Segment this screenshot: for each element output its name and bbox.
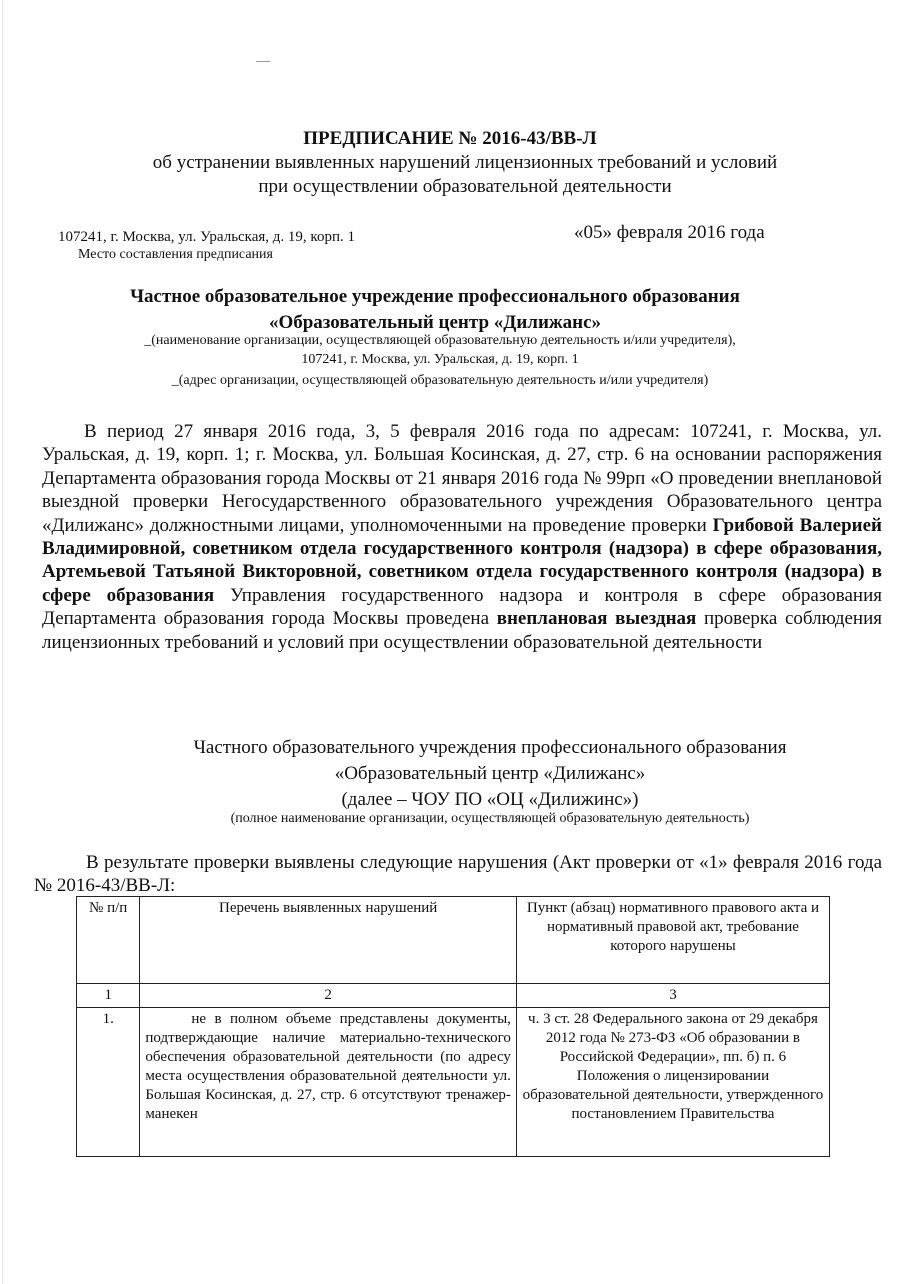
- org-full-line2: «Образовательный центр «Дилижанс»: [334, 763, 646, 784]
- document-subtitle-line1: об устранении выявленных нарушений лицензионных требований и условий: [152, 152, 778, 173]
- org-address-note: _(адрес организации, осуществляющей образовательную деятельность и/или учредителя): [171, 373, 709, 388]
- table-header-row: [77, 897, 830, 984]
- col-number-1: 1: [77, 984, 140, 1008]
- para-text-2: Управления государственного надзора и контроля в сфере образования Департамента образования города Москвы проведена: [42, 584, 882, 630]
- row-num: 1.: [77, 1008, 140, 1157]
- result-paragraph: В результате проверки выявлены следующие нарушения (Акт проверки от «1» февраля 2016 года № 2016-43/ВВ-Л:: [34, 852, 882, 896]
- row-violation: не в полном объеме представлены документы, подтверждающие наличие материально-технического обеспечения образовательной деятельности (по адресу места осуществления образовательной деятельности ул. Большая Косинская, д. 27, стр. 6 отсутствуют тренажер-манекен: [140, 1008, 517, 1157]
- row-reference: ч. 3 ст. 28 Федерального закона от 29 декабря 2012 года № 273-ФЗ «Об образовании в Российской Федерации», пп. б) п. 6 Положения о лицензировании образовательной деятельности, утвержденного постановлением Правительства: [516, 1008, 829, 1157]
- para-inspectors: Грибовой Валерией Владимировной, советником отдела государственного контроля (надзора) в сфере образования, Артемьевой Татьяной Викторовной, советником отдела государственного контроля (надзора) в сфере образования: [42, 514, 883, 606]
- org-name-note: _(наименование организации, осуществляющей образовательную деятельность и/или учредителя),: [144, 333, 736, 348]
- document-date: «05» февраля 2016 года: [574, 222, 765, 243]
- header-num: № п/п: [77, 897, 140, 984]
- org-full-line3: (далее – ЧОУ ПО «ОЦ «Дилижинс»): [341, 789, 639, 810]
- org-address: 107241, г. Москва, ул. Уральская, д. 19, корп. 1: [301, 352, 579, 367]
- col-number-2: 2: [140, 984, 517, 1008]
- document-subtitle-line2: при осуществлении образовательной деятельности: [258, 176, 672, 197]
- table-column-numbers-row: [77, 984, 830, 1008]
- org-full-note: (полное наименование организации, осуществляющей образовательную деятельность): [230, 811, 750, 826]
- table-row: [77, 1008, 830, 1157]
- para-text-3: проверка соблюдения лицензионных требований и условий при осуществлении образовательной деятельности: [42, 608, 882, 653]
- para-text-1: В период 27 января 2016 года, 3, 5 февраля 2016 года по адресам: 107241, г. Москва, ул. Уральская, д. 19, корп. 1; г. Москва, ул. Большая Косинская, д. 27, стр. 6 на основании распоряжения Департамента образования города Москвы от 21 января 2016 года № 99рп «О проведении внеплановой выездной проверки Негосударственного образовательного учреждения Образовательного центра «Дилижанс» должностными лицами, уполномоченными на проведение проверки: [42, 421, 882, 536]
- place-label: Место составления предписания: [78, 247, 273, 262]
- scan-mark: [256, 61, 270, 62]
- header-reference: Пункт (абзац) нормативного правового акта и нормативный правовой акт, требование которого нарушены: [516, 897, 829, 984]
- inspection-paragraph: [42, 420, 882, 654]
- org-name-line2: «Образовательный центр «Дилижанс»: [268, 312, 602, 333]
- place-address: 107241, г. Москва, ул. Уральская, д. 19, корп. 1: [58, 229, 355, 245]
- para-inspection-type: внеплановая выездная: [496, 608, 697, 630]
- org-name-line1: Частное образовательное учреждение профессионального образования: [130, 286, 740, 307]
- violations-table: [76, 896, 830, 1157]
- header-violations: Перечень выявленных нарушений: [140, 897, 517, 984]
- document-title: ПРЕДПИСАНИЕ № 2016-43/ВВ-Л: [303, 128, 597, 149]
- col-number-3: 3: [516, 984, 829, 1008]
- org-full-line1: Частного образовательного учреждения профессионального образования: [193, 737, 787, 758]
